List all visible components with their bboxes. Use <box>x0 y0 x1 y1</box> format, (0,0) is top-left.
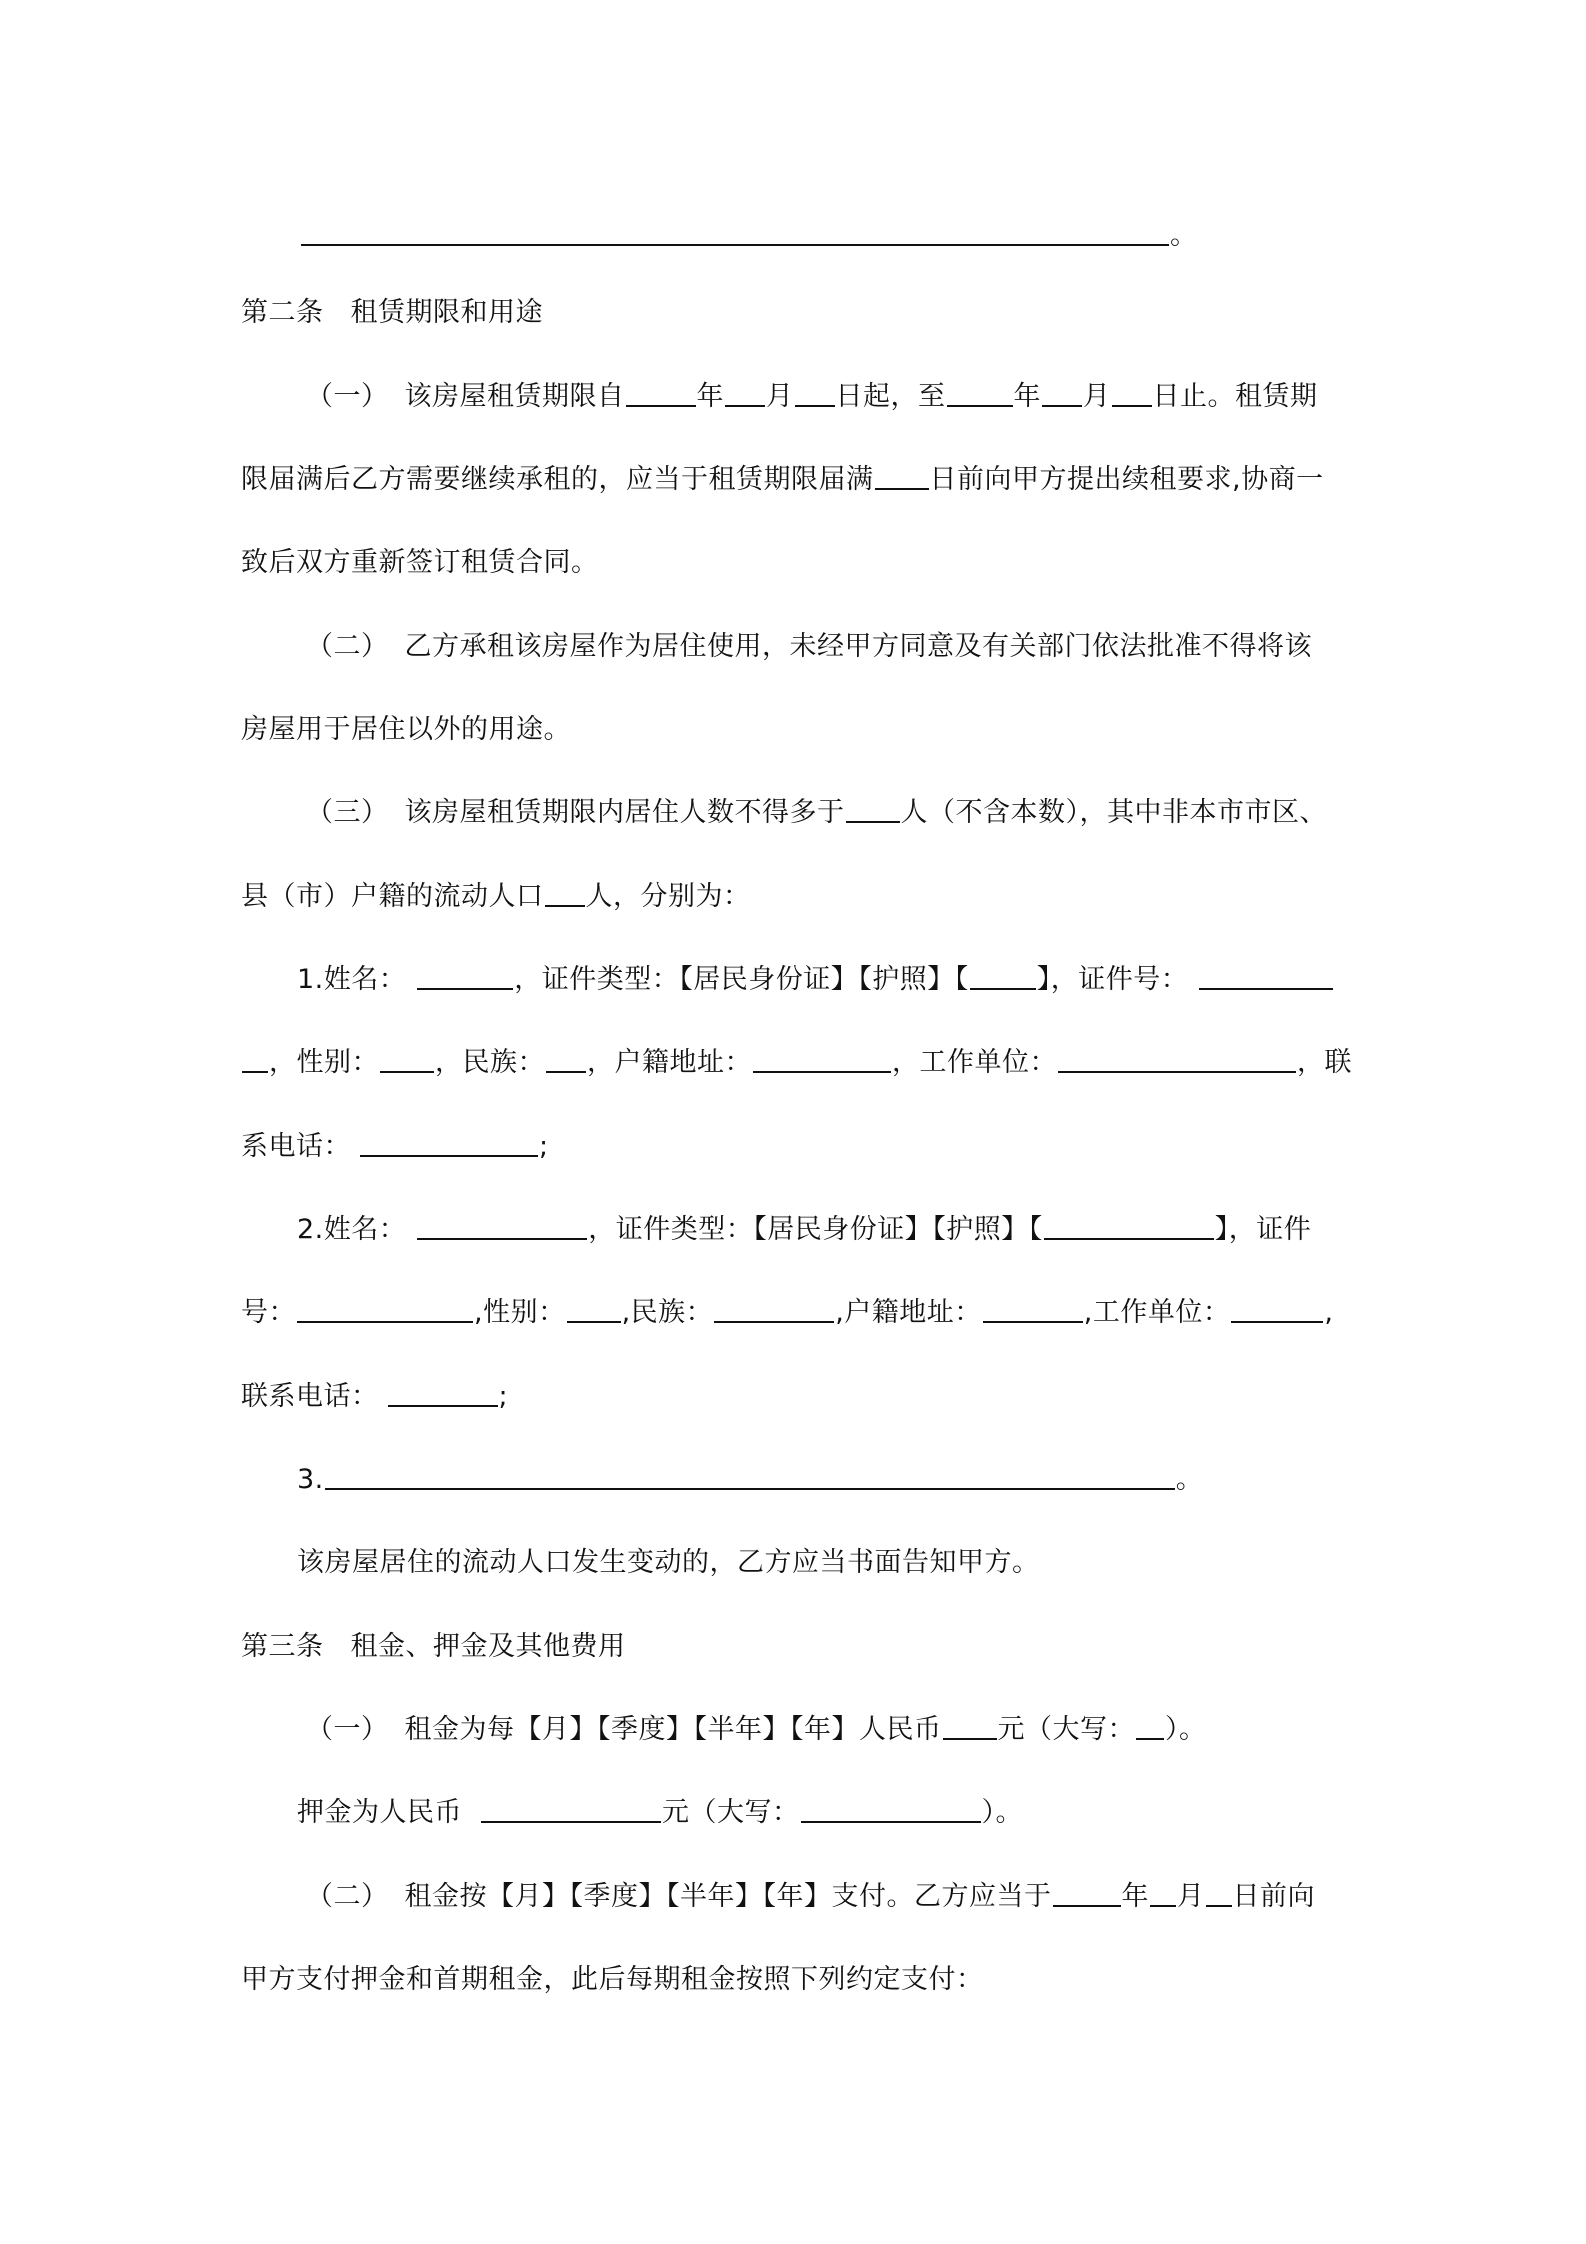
person-2-employer-blank[interactable] <box>1231 1293 1323 1323</box>
clause-3-2-line-2 <box>241 1960 984 2000</box>
text: 人，分别为： <box>585 881 751 912</box>
person-2-line-3 <box>241 1377 508 1417</box>
rent-amount-capital-blank[interactable] <box>1136 1710 1164 1740</box>
text: 3. <box>297 1464 324 1495</box>
floating-population-change-note <box>297 1543 1040 1583</box>
article-title: 租赁期限和用途 <box>350 297 543 328</box>
person-1-id-number-blank[interactable] <box>1199 960 1333 990</box>
text: 号： <box>241 1297 296 1328</box>
text: ）。 <box>1165 1714 1207 1745</box>
text: ,性别： <box>474 1297 566 1328</box>
rent-amount-blank[interactable] <box>943 1710 997 1740</box>
clause-2-3-line-2 <box>241 877 751 917</box>
clause-2-2-line-2 <box>241 710 571 750</box>
end-year-blank[interactable] <box>947 377 1013 407</box>
deposit-amount-blank[interactable] <box>481 1793 661 1823</box>
text: 甲方支付押金和首期租金，此后每期租金按照下列约定支付： <box>241 1964 984 1995</box>
clause-number: （二） <box>306 1881 389 1912</box>
first-payment-year-blank[interactable] <box>1053 1877 1121 1907</box>
text: 租金按【月】【季度】【半年】【年】支付。乙方应当于 <box>404 1881 1052 1912</box>
text: ，证件类型：【居民身份证】【护照】【 <box>588 1214 1043 1245</box>
text: ,户籍地址： <box>835 1297 982 1328</box>
text: ，性别： <box>269 1047 379 1078</box>
person-1-line-2 <box>241 1043 1352 1083</box>
text: 2.姓名： <box>297 1214 407 1245</box>
clause-2-2-line-1 <box>306 627 1312 667</box>
deposit-line <box>297 1793 1023 1833</box>
text: 年 <box>696 381 724 412</box>
person-1-gender-blank[interactable] <box>380 1043 434 1073</box>
text: 租金为每【月】【季度】【半年】【年】人民币 <box>404 1714 942 1745</box>
person-1-employer-blank[interactable] <box>1058 1043 1296 1073</box>
article-number: 第三条 <box>241 1631 324 1662</box>
person-1-line-1 <box>297 960 1334 1000</box>
person-3-blank[interactable] <box>325 1460 1175 1490</box>
clause-3-1-line-1 <box>306 1710 1207 1750</box>
text: ）。 <box>981 1797 1023 1828</box>
start-year-blank[interactable] <box>626 377 696 407</box>
text: 年 <box>1121 1881 1149 1912</box>
end-day-blank[interactable] <box>1112 377 1152 407</box>
person-2-gender-blank[interactable] <box>567 1293 621 1323</box>
article-3-heading <box>241 1627 626 1667</box>
text: ，工作单位： <box>892 1047 1057 1078</box>
person-2-ethnicity-blank[interactable] <box>714 1293 834 1323</box>
text: 乙方承租该房屋作为居住使用，未经甲方同意及有关部门依法批准不得将该 <box>404 631 1312 662</box>
text: 该房屋租赁期限内居住人数不得多于 <box>404 797 845 828</box>
deposit-amount-capital-blank[interactable] <box>801 1793 981 1823</box>
text: 联系电话： <box>241 1381 379 1412</box>
clause-number: （二） <box>306 631 389 662</box>
text: 县（市）户籍的流动人口 <box>241 881 544 912</box>
person-2-id-number-blank[interactable] <box>297 1293 473 1323</box>
text: 致后双方重新签订租赁合同。 <box>241 547 599 578</box>
clause-2-1-line-3 <box>241 543 599 583</box>
clause-2-1-line-2 <box>241 460 1324 500</box>
text: 日起，至 <box>835 381 946 412</box>
text: 】，证件号： <box>1036 964 1189 995</box>
person-2-line-2 <box>241 1293 1333 1333</box>
max-residents-blank[interactable] <box>846 793 900 823</box>
text: 日止。租赁期 <box>1152 381 1318 412</box>
text: ，民族： <box>435 1047 545 1078</box>
article-title: 租金、押金及其他费用 <box>350 1631 626 1662</box>
text: 。 <box>1170 220 1198 251</box>
text: 日前向甲方提出续租要求,协商一 <box>929 464 1324 495</box>
text: ，户籍地址： <box>587 1047 752 1078</box>
start-month-blank[interactable] <box>725 377 765 407</box>
text: 该房屋居住的流动人口发生变动的，乙方应当书面告知甲方。 <box>297 1547 1040 1578</box>
text: 1.姓名： <box>297 964 407 995</box>
text: ，联 <box>1297 1047 1352 1078</box>
text: 年 <box>1013 381 1041 412</box>
text: 月 <box>1177 1881 1205 1912</box>
floating-population-blank[interactable] <box>545 877 585 907</box>
end-month-blank[interactable] <box>1042 377 1082 407</box>
fill-blank[interactable] <box>301 216 1169 246</box>
clause-number: （三） <box>306 797 389 828</box>
text: 人（不含本数），其中非本市市区、 <box>900 797 1327 828</box>
person-1-id-type-blank[interactable] <box>970 960 1036 990</box>
person-1-id-number-continued-blank[interactable] <box>242 1043 268 1073</box>
person-2-name-blank[interactable] <box>417 1210 587 1240</box>
clause-number: （一） <box>306 381 389 412</box>
person-1-name-blank[interactable] <box>417 960 513 990</box>
person-1-ethnicity-blank[interactable] <box>546 1043 586 1073</box>
person-2-line-1 <box>297 1210 1311 1250</box>
text: 。 <box>1175 1464 1204 1495</box>
text: 月 <box>766 381 794 412</box>
text: 该房屋租赁期限自 <box>404 381 625 412</box>
text: ; <box>498 1381 509 1412</box>
text: , <box>1324 1297 1334 1328</box>
text: ，证件类型：【居民身份证】【护照】【 <box>514 964 969 995</box>
text: 系电话： <box>241 1131 351 1162</box>
text: 元（大写： <box>662 1797 800 1828</box>
article-2-heading <box>241 293 543 333</box>
blank-line-top <box>300 216 1198 256</box>
text: 元（大写： <box>997 1714 1135 1745</box>
renewal-days-blank[interactable] <box>875 460 929 490</box>
text: 月 <box>1083 381 1111 412</box>
clause-2-3-line-1 <box>306 793 1327 833</box>
text: 押金为人民币 <box>297 1797 462 1828</box>
person-1-phone-blank[interactable] <box>360 1127 538 1157</box>
text: ,民族： <box>621 1297 714 1328</box>
clause-3-2-line-1 <box>306 1877 1315 1917</box>
person-1-line-3 <box>241 1127 549 1167</box>
person-2-hukou-address-blank[interactable] <box>983 1293 1083 1323</box>
text: 】，证件 <box>1214 1214 1312 1245</box>
text: 房屋用于居住以外的用途。 <box>241 714 571 745</box>
person-1-hukou-address-blank[interactable] <box>753 1043 891 1073</box>
clause-number: （一） <box>306 1714 389 1745</box>
person-2-id-type-blank[interactable] <box>1044 1210 1214 1240</box>
text: 日前向 <box>1232 1881 1315 1912</box>
first-payment-month-blank[interactable] <box>1150 1877 1176 1907</box>
text: ,工作单位： <box>1083 1297 1231 1328</box>
person-3-line <box>297 1460 1203 1500</box>
start-day-blank[interactable] <box>795 377 835 407</box>
first-payment-day-blank[interactable] <box>1206 1877 1232 1907</box>
article-number: 第二条 <box>241 297 324 328</box>
text: 限届满后乙方需要继续承租的，应当于租赁期限届满 <box>241 464 874 495</box>
clause-2-1-line-1 <box>306 377 1318 417</box>
text: ; <box>539 1131 549 1162</box>
person-2-phone-blank[interactable] <box>388 1377 498 1407</box>
